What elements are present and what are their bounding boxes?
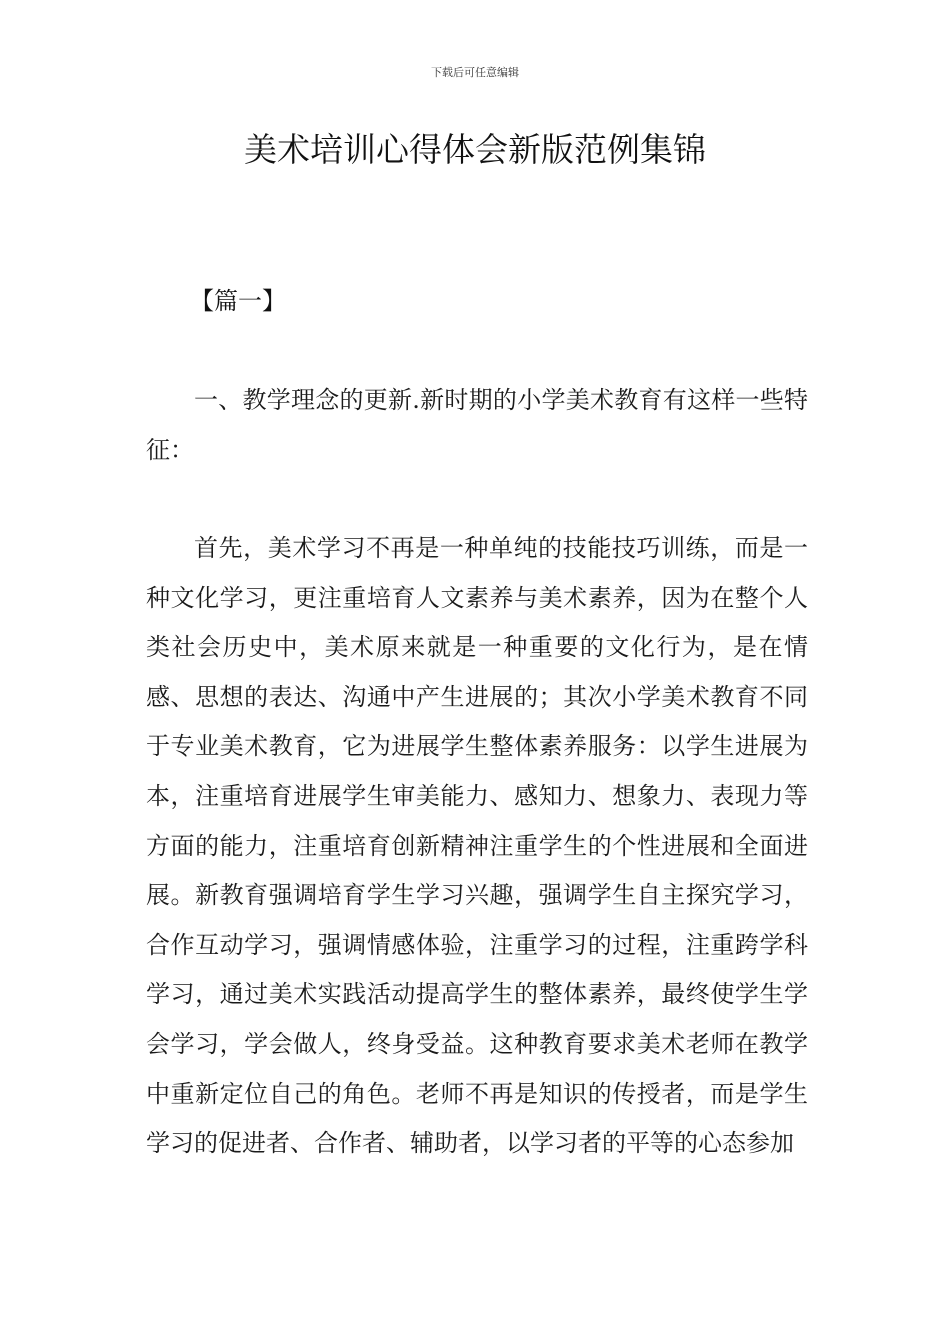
page-title: 美术培训心得体会新版范例集锦 [244, 130, 706, 169]
paragraph: 一、教学理念的更新.新时期的小学美术教育有这样一些特征： [146, 386, 808, 464]
paragraph: 首先，美术学习不再是一种单纯的技能技巧训练，而是一种文化学习，更注重培育人文素养与美术素养，因为在整个人类社会历史中，美术原来就是一种重要的文化行为，是在情感、思想的表达、沟通中产生进展的；其次小学美术教育不同于专业美术教育，它为进展学生整体素养服务：以学生进展为本，注重培育进展学生审美能力、感知力、想象力、表现力等方面的能力，注重培育创新精神注重学生的个性进展和全面进展。新教育强调培育学生学习兴趣，强调学生自主探究学习，合作互动学习，强调情感体验，注重学习的过程，注重跨学科学习，通过美术实践活动提高学生的整体素养，最终使学生学会学习，学会做人，终身受益。这种教育要求美术老师在教学中重新定位自己的角色。老师不再是知识的传授者，而是学生学习的促进者、合作者、辅助者，以学习者的平等的心态参加 [146, 534, 808, 1158]
header-note: 下载后可任意编辑 [431, 66, 519, 79]
section-label: 【篇一】 [190, 287, 286, 315]
